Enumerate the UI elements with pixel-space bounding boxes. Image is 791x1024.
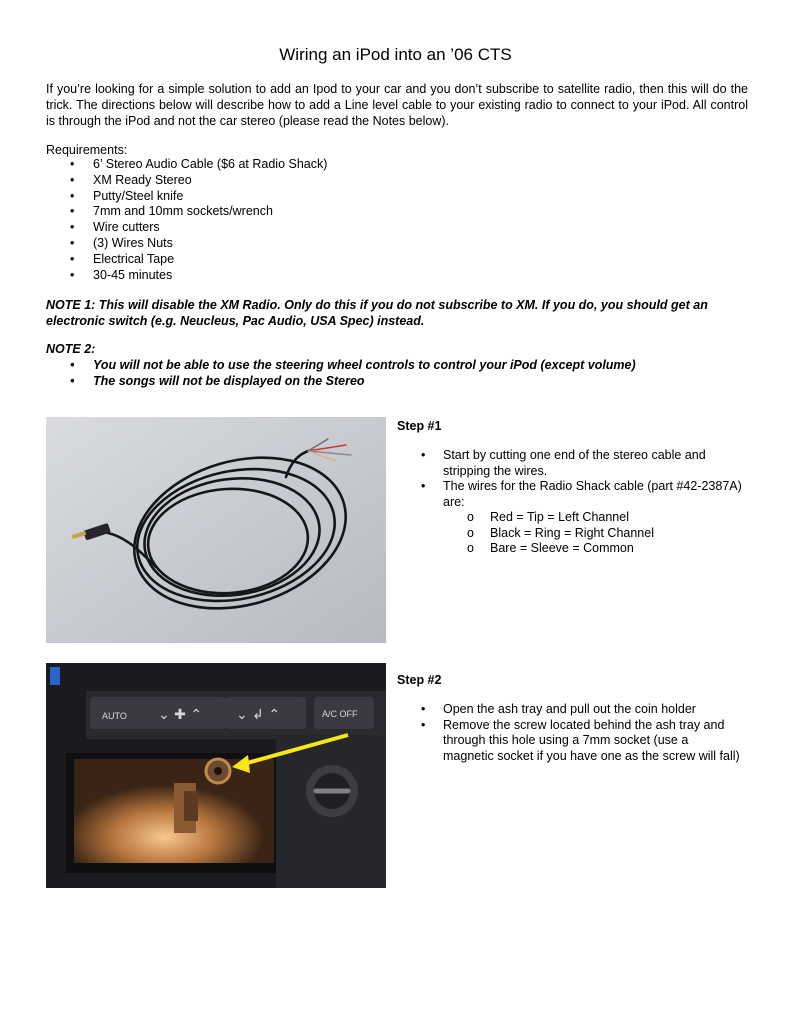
bullet-icon: • bbox=[70, 235, 75, 250]
circle-bullet-icon: o bbox=[467, 510, 474, 524]
note-2-list bbox=[46, 357, 636, 389]
list-item: • Remove the screw located behind the ash tray and through this hole using a 7mm socket (use a magnetic socket if you have one as the screw will fall) bbox=[421, 717, 740, 763]
bullet-icon: • bbox=[421, 702, 426, 716]
list-item: • You will not be able to use the steering wheel controls to control your iPod (except volume) bbox=[70, 358, 636, 372]
note-2-heading: NOTE 2: bbox=[46, 342, 96, 356]
circle-bullet-icon: o bbox=[467, 541, 474, 555]
auto-label: AUTO bbox=[102, 711, 127, 721]
ash-tray-photo bbox=[46, 663, 386, 888]
list-item: • XM Ready Stereo bbox=[70, 172, 192, 187]
list-item: • Open the ash tray and pull out the coin holder bbox=[421, 702, 696, 716]
bullet-icon: • bbox=[70, 374, 75, 388]
list-item: • Putty/Steel knife bbox=[70, 188, 184, 203]
bullet-icon: • bbox=[421, 448, 426, 462]
document-title: Wiring an iPod into an ’06 CTS bbox=[279, 45, 512, 64]
step-1-heading: Step #1 bbox=[397, 419, 442, 433]
list-item: • 7mm and 10mm sockets/wrench bbox=[70, 204, 273, 219]
list-item: • 30-45 minutes bbox=[70, 267, 173, 282]
bullet-icon: • bbox=[70, 358, 75, 372]
ash-tray-illustration bbox=[46, 663, 386, 888]
list-item: o Black = Ring = Right Channel bbox=[467, 525, 654, 540]
list-item: o Red = Tip = Left Channel bbox=[467, 510, 629, 524]
note-1: NOTE 1: This will disable the XM Radio. Only do this if you do not subscribe to XM. If you do, you should get an electronic switch (e.g. Neucleus, Pac Audio, USA Spec) instead. bbox=[46, 298, 708, 328]
stereo-cable-photo bbox=[46, 417, 386, 643]
list-item: • The wires for the Radio Shack cable (part #42-2387A) are: o Red = Tip = Left Channel o Black = Ring = Right Channel o Bare = Sleeve = Common bbox=[421, 479, 742, 555]
stereo-cable-illustration bbox=[46, 417, 386, 643]
bullet-icon: • bbox=[421, 479, 426, 493]
step-1-list bbox=[397, 448, 742, 557]
step-2-list bbox=[397, 702, 742, 764]
bullet-icon: • bbox=[70, 220, 75, 235]
bullet-icon: • bbox=[70, 204, 75, 219]
list-item: • The songs will not be displayed on the Stereo bbox=[70, 374, 365, 388]
list-item: • 6’ Stereo Audio Cable ($6 at Radio Shack) bbox=[70, 157, 328, 171]
bullet-icon: • bbox=[70, 251, 75, 266]
circle-bullet-icon: o bbox=[467, 525, 474, 540]
bullet-icon: • bbox=[70, 188, 75, 203]
requirements-heading: Requirements: bbox=[46, 143, 128, 157]
bullet-icon: • bbox=[70, 267, 75, 282]
temp-arrows-icon: ⌄ ✚ ⌃ bbox=[158, 707, 203, 723]
fan-arrows-icon: ⌄ ↲ ⌃ bbox=[236, 707, 281, 723]
bullet-icon: • bbox=[70, 157, 75, 171]
wire-mapping-list bbox=[443, 510, 742, 557]
list-item: o Bare = Sleeve = Common bbox=[467, 541, 634, 555]
bullet-icon: • bbox=[70, 172, 75, 187]
ac-off-label: A/C OFF bbox=[322, 709, 358, 719]
requirements-list bbox=[46, 157, 327, 283]
list-item: • Start by cutting one end of the stereo cable and stripping the wires. bbox=[421, 448, 706, 478]
intro-paragraph: If you’re looking for a simple solution to add an Ipod to your car and you don’t subscribe to satellite radio, then this will do the trick. The directions below will describe how to add a Line level cable to your existing radio to connect to your iPod. All control is through the iPod and not the car stereo (please read the Notes below). bbox=[46, 82, 748, 128]
list-item: • (3) Wires Nuts bbox=[70, 235, 173, 250]
bullet-icon: • bbox=[421, 717, 426, 732]
list-item: • Wire cutters bbox=[70, 220, 160, 235]
step-2-heading: Step #2 bbox=[397, 673, 442, 687]
list-item: • Electrical Tape bbox=[70, 251, 175, 266]
